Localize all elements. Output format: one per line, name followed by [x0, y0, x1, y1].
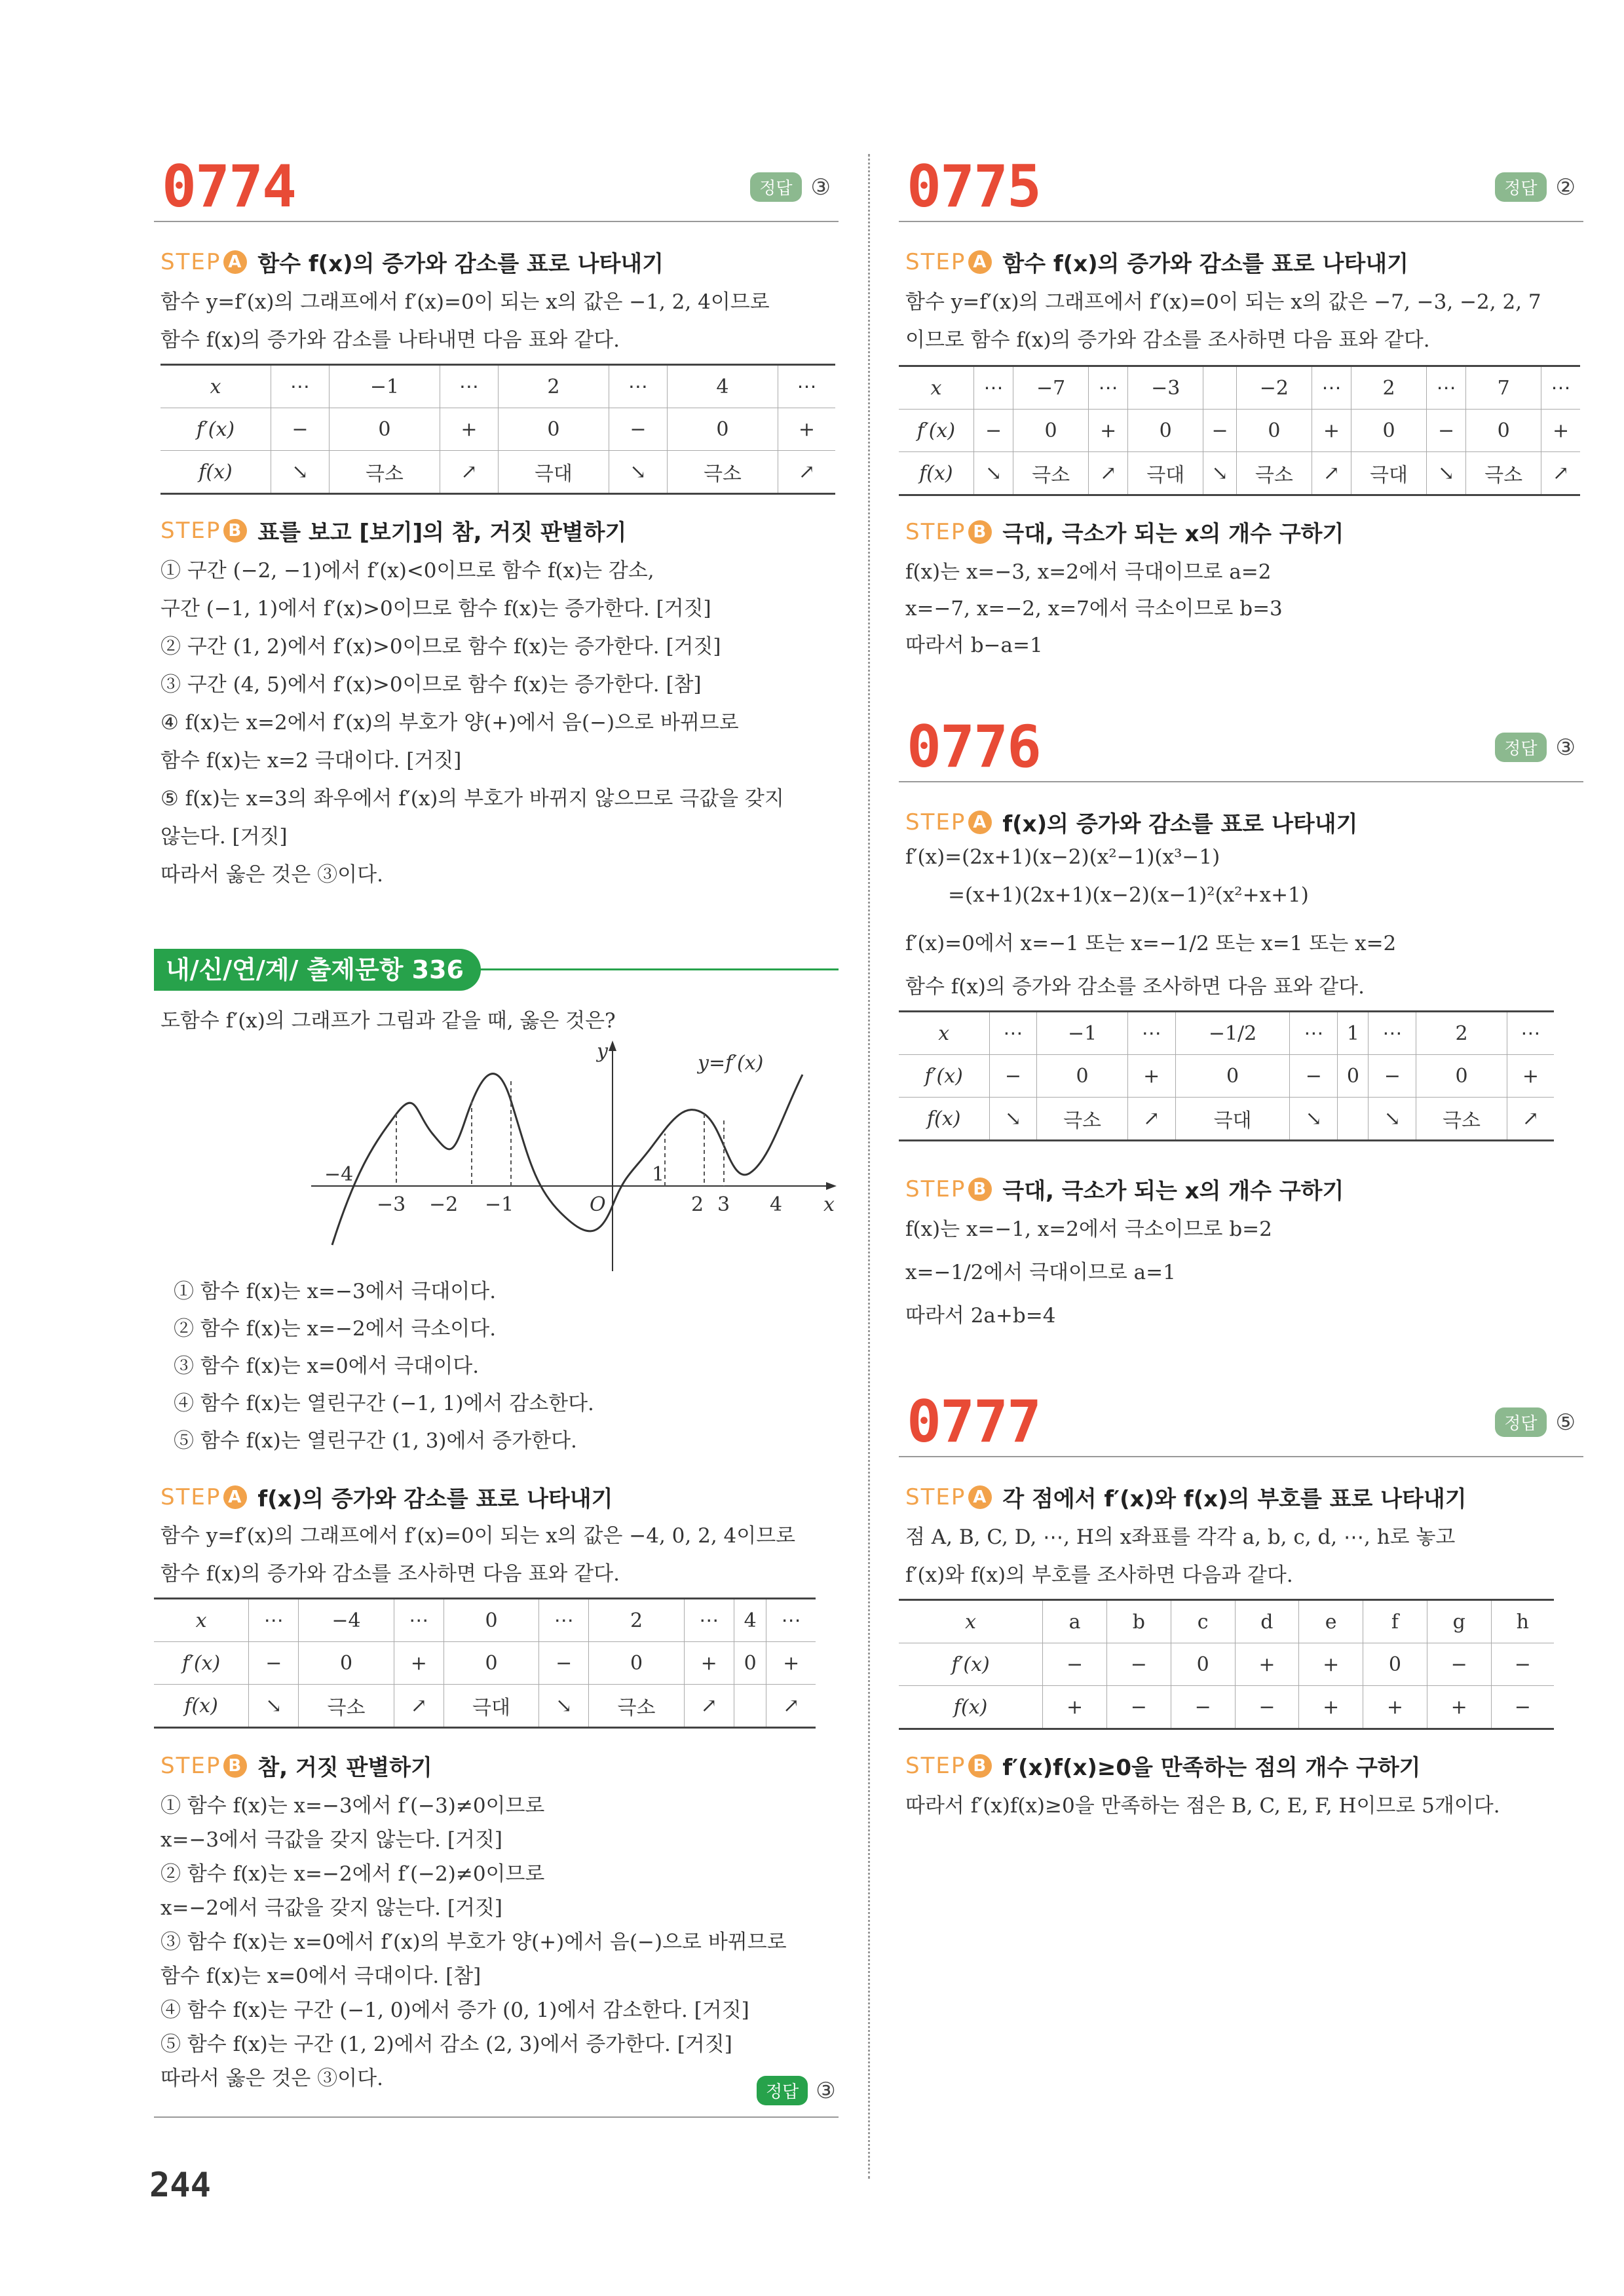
text-line: =(x+1)(2x+1)(x−2)(x−1)²(x²+x+1) [948, 883, 1309, 907]
row-header-cell: x [899, 1012, 989, 1055]
row-header-cell: f′(x) [899, 1643, 1043, 1686]
text-line: ② 함수 f(x)는 x=−2에서 f′(−2)≠0이므로 [161, 1862, 545, 1886]
step-tag: STEP B [905, 1176, 992, 1202]
tick-label: 1 [652, 1163, 665, 1186]
step-tag: STEP B [905, 1753, 992, 1779]
answer-value: ⑤ [1555, 1409, 1576, 1436]
table-cell: + [1363, 1686, 1427, 1729]
text-line: f(x)는 x=−1, x=2에서 극소이므로 b=2 [905, 1217, 1272, 1241]
table-cell: − [1203, 410, 1237, 452]
page-number: 244 [149, 2166, 211, 2205]
origin-label: O [590, 1193, 606, 1216]
table-cell: + [440, 408, 498, 451]
table-cell: 0 [1236, 410, 1312, 452]
table-cell: + [1541, 410, 1580, 452]
table-cell: ↗ [1541, 452, 1580, 495]
table-cell: ↗ [766, 1685, 816, 1728]
header-rule [154, 221, 839, 222]
table-cell: − [973, 410, 1013, 452]
table-cell: ⋯ [271, 365, 329, 408]
tick-label: −1 [485, 1193, 514, 1216]
table-cell: −1/2 [1175, 1012, 1290, 1055]
answer-badge: 정답 [757, 2076, 808, 2105]
table-cell: ↘ [1290, 1098, 1338, 1141]
header-rule [899, 1456, 1583, 1457]
answer [750, 172, 831, 202]
table-cell: 0 [498, 408, 609, 451]
table-cell: ⋯ [1541, 366, 1580, 410]
table-cell: ↘ [271, 451, 329, 494]
table-cell: 0 [589, 1642, 684, 1685]
table-row [899, 1686, 1554, 1729]
row-header-cell: f′(x) [154, 1642, 249, 1685]
step-title: f′(x)f(x)≥0을 만족하는 점의 개수 구하기 [1002, 1755, 1421, 1781]
table-row [899, 1055, 1554, 1098]
table-cell: ⋯ [1426, 366, 1465, 410]
problem-number: 0775 [907, 153, 1040, 220]
answer-badge: 정답 [1495, 733, 1546, 762]
table-cell: − [989, 1055, 1037, 1098]
text-line: 함수 y=f′(x)의 그래프에서 f′(x)=0이 되는 x의 값은 −1, 2, 4이므로 [161, 290, 770, 314]
table-cell: ⋯ [778, 365, 835, 408]
step-tag: STEP A [905, 1484, 992, 1510]
text-line: ① 함수 f(x)는 x=−3에서 극대이다. [174, 1280, 497, 1303]
row-header-cell: f(x) [154, 1685, 249, 1728]
text-line: ④ 함수 f(x)는 열린구간 (−1, 1)에서 감소한다. [174, 1392, 594, 1415]
text-line: 따라서 옳은 것은 ③이다. [161, 863, 383, 887]
table-cell: b [1106, 1600, 1171, 1643]
table-cell: + [684, 1642, 734, 1685]
table-cell: ⋯ [1312, 366, 1351, 410]
table-cell [734, 1685, 766, 1728]
table-cell: − [1369, 1055, 1416, 1098]
table-cell: 극대 [444, 1685, 538, 1728]
table-cell: + [1235, 1643, 1299, 1686]
tick-label: −4 [324, 1163, 354, 1186]
row-header-cell: f(x) [899, 452, 973, 495]
answer-badge: 정답 [1495, 172, 1546, 202]
table-cell: ⋯ [766, 1599, 816, 1642]
table-cell: + [1088, 410, 1127, 452]
text-line: ④ 함수 f(x)는 구간 (−1, 0)에서 증가 (0, 1)에서 감소한다. [거짓] [161, 1999, 749, 2022]
tick-label: 2 [691, 1193, 704, 1216]
step-b-heading [905, 1750, 1421, 1782]
table-row [899, 410, 1580, 452]
sign-table [899, 1599, 1554, 1730]
table-cell: 4 [667, 365, 778, 408]
linked-problem-banner [154, 944, 839, 996]
row-header-cell: f′(x) [161, 408, 271, 451]
table-cell: f [1363, 1600, 1427, 1643]
table-cell: − [1426, 410, 1465, 452]
text-line: 함수 f(x)는 x=0에서 극대이다. [참] [161, 1964, 482, 1988]
table-row [899, 452, 1580, 495]
answer-value: ③ [816, 2077, 836, 2104]
table-cell: 극대 [1175, 1098, 1290, 1141]
table-row [154, 1599, 816, 1642]
table-cell: + [1312, 410, 1351, 452]
table-cell: ⋯ [1290, 1012, 1338, 1055]
text-line: 함수 f(x)의 증가와 감소를 조사하면 다음 표와 같다. [905, 975, 1365, 999]
table-cell: + [1299, 1686, 1363, 1729]
problem-number: 0777 [907, 1388, 1040, 1455]
table-cell: − [249, 1642, 299, 1685]
table-cell: ⋯ [609, 365, 667, 408]
table-cell: 0 [1013, 410, 1089, 452]
table-cell: ↘ [1426, 452, 1465, 495]
table-cell: ⋯ [249, 1599, 299, 1642]
table-cell: 극소 [1037, 1098, 1128, 1141]
table-cell: 0 [1363, 1643, 1427, 1686]
table-cell: 극대 [1351, 452, 1427, 495]
table-cell: 극대 [1128, 452, 1203, 495]
table-cell: 0 [1171, 1643, 1235, 1686]
table-cell: − [1491, 1643, 1554, 1686]
text-line: ① 구간 (−2, −1)에서 f′(x)<0이므로 함수 f(x)는 감소, [161, 559, 654, 583]
table-cell [1338, 1098, 1369, 1141]
text-line: 함수 f(x)는 x=2 극대이다. [거짓] [161, 749, 462, 773]
table-cell: ⋯ [1507, 1012, 1554, 1055]
text-line: f′(x)와 f(x)의 부호를 조사하면 다음과 같다. [905, 1563, 1293, 1587]
tick-label: 3 [717, 1193, 730, 1216]
table-cell [1203, 366, 1237, 410]
derivative-curve [332, 1074, 803, 1245]
table-cell: 0 [299, 1642, 394, 1685]
row-header-cell: x [161, 365, 271, 408]
variation-table [154, 1598, 816, 1729]
step-tag: STEP A [905, 809, 992, 835]
table-cell: −4 [299, 1599, 394, 1642]
table-cell: 2 [589, 1599, 684, 1642]
answer-badge: 정답 [750, 172, 801, 202]
row-header-cell: f(x) [899, 1686, 1043, 1729]
table-cell: ↘ [539, 1685, 589, 1728]
text-line: ⑤ f(x)는 x=3의 좌우에서 f′(x)의 부호가 바뀌지 않으므로 극값을 갖지 [161, 787, 784, 811]
table-cell: 극소 [1416, 1098, 1507, 1141]
table-cell: ↗ [1088, 452, 1127, 495]
table-cell: −3 [1128, 366, 1203, 410]
table-cell: 0 [444, 1642, 538, 1685]
table-cell: + [778, 408, 835, 451]
table-cell: − [1235, 1686, 1299, 1729]
table-cell: g [1427, 1600, 1491, 1643]
table-cell: −2 [1236, 366, 1312, 410]
step-a-heading [905, 246, 1408, 278]
text-line: x=−3에서 극값을 갖지 않는다. [거짓] [161, 1828, 502, 1852]
answer-value: ② [1555, 174, 1576, 201]
table-row [899, 366, 1580, 410]
text-line: 따라서 옳은 것은 ③이다. [161, 2067, 383, 2090]
step-a-heading [161, 246, 664, 278]
table-cell: ↘ [989, 1098, 1037, 1141]
step-title: f(x)의 증가와 감소를 표로 나타내기 [1002, 811, 1358, 837]
text-line: 함수 y=f′(x)의 그래프에서 f′(x)=0이 되는 x의 값은 −7, −3, −2, 2, 7 [905, 290, 1541, 314]
step-a-heading [905, 1481, 1467, 1513]
step-title: 참, 거짓 판별하기 [257, 1755, 432, 1781]
table-cell: − [1043, 1643, 1107, 1686]
table-cell: 0 [1466, 410, 1541, 452]
text-line: f(x)는 x=−3, x=2에서 극대이므로 a=2 [905, 560, 1272, 584]
table-cell: ⋯ [1127, 1012, 1175, 1055]
table-cell: 극소 [667, 451, 778, 494]
table-cell: 2 [498, 365, 609, 408]
table-cell: ↗ [394, 1685, 444, 1728]
table-cell: 0 [1416, 1055, 1507, 1098]
table-cell: c [1171, 1600, 1235, 1643]
table-cell: −7 [1013, 366, 1089, 410]
tick-label: −2 [429, 1193, 459, 1216]
y-axis-arrow [609, 1041, 616, 1051]
table-cell: − [271, 408, 329, 451]
table-cell: −1 [329, 365, 440, 408]
table-row [899, 1012, 1554, 1055]
step-b-heading [905, 1173, 1344, 1205]
text-line: ⑤ 함수 f(x)는 구간 (1, 2)에서 감소 (2, 3)에서 증가한다. [거짓] [161, 2033, 732, 2056]
step-b-heading [905, 516, 1344, 548]
table-cell: 0 [734, 1642, 766, 1685]
text-line: ② 함수 f(x)는 x=−2에서 극소이다. [174, 1317, 497, 1341]
step-tag: STEP B [905, 519, 992, 545]
x-axis-label: x [823, 1193, 835, 1216]
table-cell: 4 [734, 1599, 766, 1642]
text-line: 함수 f(x)의 증가와 감소를 나타내면 다음 표와 같다. [161, 328, 620, 352]
problem-number: 0776 [907, 713, 1040, 780]
variation-table [899, 365, 1580, 496]
table-cell: − [539, 1642, 589, 1685]
variation-table [899, 1010, 1554, 1141]
table-cell: ⋯ [394, 1599, 444, 1642]
text-line: 함수 f(x)의 증가와 감소를 조사하면 다음 표와 같다. [161, 1562, 620, 1586]
banner-rule [455, 968, 839, 970]
table-cell: e [1299, 1600, 1363, 1643]
step-title: 표를 보고 [보기]의 참, 거짓 판별하기 [257, 520, 627, 546]
answer-value: ③ [1555, 734, 1576, 761]
table-row [899, 1600, 1554, 1643]
table-cell: 0 [1037, 1055, 1128, 1098]
step-title: 함수 f(x)의 증가와 감소를 표로 나타내기 [257, 251, 664, 277]
answer [757, 2076, 836, 2105]
step-b-heading [161, 1750, 432, 1782]
table-cell: ↘ [973, 452, 1013, 495]
answer [1495, 172, 1576, 202]
variation-table [161, 364, 835, 495]
table-cell: −1 [1037, 1012, 1128, 1055]
table-cell: ↗ [778, 451, 835, 494]
table-cell: 0 [1338, 1055, 1369, 1098]
table-cell: ⋯ [1369, 1012, 1416, 1055]
table-row [161, 451, 835, 494]
text-line: ② 구간 (1, 2)에서 f′(x)>0이므로 함수 f(x)는 증가한다. [거짓] [161, 635, 721, 659]
row-header-cell: f′(x) [899, 1055, 989, 1098]
table-cell: 1 [1338, 1012, 1369, 1055]
table-cell: + [1299, 1643, 1363, 1686]
step-tag: STEP A [161, 1484, 247, 1510]
table-cell: − [1491, 1686, 1554, 1729]
row-header-cell: f(x) [161, 451, 271, 494]
text-line: f′(x)=0에서 x=−1 또는 x=−1/2 또는 x=1 또는 x=2 [905, 932, 1397, 955]
answer-badge: 정답 [1495, 1407, 1546, 1437]
table-cell: ↗ [440, 451, 498, 494]
table-cell: + [1507, 1055, 1554, 1098]
table-cell: 0 [667, 408, 778, 451]
table-cell: − [1427, 1643, 1491, 1686]
banner-label: 내/신/연/계/ 출제문항 336 [154, 949, 481, 991]
step-b-heading [161, 514, 626, 546]
table-cell: ↗ [1127, 1098, 1175, 1141]
text-line: 따라서 2a+b=4 [905, 1304, 1056, 1328]
table-cell: 극소 [589, 1685, 684, 1728]
table-cell: + [1127, 1055, 1175, 1098]
table-cell: ↘ [1203, 452, 1237, 495]
table-cell: h [1491, 1600, 1554, 1643]
table-cell: − [1106, 1643, 1171, 1686]
table-row [899, 1098, 1554, 1141]
step-title: f(x)의 증가와 감소를 표로 나타내기 [257, 1486, 613, 1512]
text-line: ⑤ 함수 f(x)는 열린구간 (1, 3)에서 증가한다. [174, 1429, 577, 1453]
table-cell: 0 [444, 1599, 538, 1642]
answer [1495, 1407, 1576, 1437]
table-cell: + [1427, 1686, 1491, 1729]
text-line: 이므로 함수 f(x)의 증가와 감소를 조사하면 다음 표와 같다. [905, 328, 1430, 352]
table-cell: ↗ [1507, 1098, 1554, 1141]
text-line: x=−2에서 극값을 갖지 않는다. [거짓] [161, 1896, 502, 1920]
table-cell: 극소 [1466, 452, 1541, 495]
table-cell: 7 [1466, 366, 1541, 410]
table-cell: 0 [1351, 410, 1427, 452]
table-cell: + [394, 1642, 444, 1685]
derivative-graph [285, 1035, 861, 1284]
problem-number: 0774 [162, 153, 295, 220]
footer-rule [154, 2116, 839, 2118]
text-line: 함수 y=f′(x)의 그래프에서 f′(x)=0이 되는 x의 값은 −4, 0, 2, 4이므로 [161, 1524, 796, 1548]
table-row [161, 408, 835, 451]
step-title: 극대, 극소가 되는 x의 개수 구하기 [1002, 1178, 1344, 1204]
row-header-cell: x [899, 366, 973, 410]
text-line: ④ f(x)는 x=2에서 f′(x)의 부호가 양(+)에서 음(−)으로 바뀌므로 [161, 711, 739, 735]
table-row [154, 1642, 816, 1685]
table-cell: ⋯ [539, 1599, 589, 1642]
text-line: ③ 함수 f(x)는 x=0에서 f′(x)의 부호가 양(+)에서 음(−)으로 바뀌므로 [161, 1930, 787, 1954]
table-cell: ↘ [249, 1685, 299, 1728]
text-line: 따라서 f′(x)f(x)≥0을 만족하는 점은 B, C, E, F, H이므로 5개이다. [905, 1794, 1500, 1818]
text-line: ③ 구간 (4, 5)에서 f′(x)>0이므로 함수 f(x)는 증가한다. [참] [161, 673, 702, 697]
step-tag: STEP A [905, 249, 992, 275]
row-header-cell: x [154, 1599, 249, 1642]
table-cell: − [1106, 1686, 1171, 1729]
text-line: ① 함수 f(x)는 x=−3에서 f′(−3)≠0이므로 [161, 1794, 545, 1818]
step-tag: STEP B [161, 518, 247, 544]
table-cell: 극소 [329, 451, 440, 494]
text-line: x=−1/2에서 극대이므로 a=1 [905, 1261, 1176, 1284]
table-cell: ⋯ [1088, 366, 1127, 410]
curve-label: y=f′(x) [698, 1052, 764, 1075]
table-cell: 극소 [1236, 452, 1312, 495]
text-line: 않는다. [거짓] [161, 825, 288, 849]
step-tag: STEP A [161, 249, 247, 275]
table-row [899, 1643, 1554, 1686]
text-line: x=−7, x=−2, x=7에서 극소이므로 b=3 [905, 597, 1283, 621]
table-cell: 2 [1416, 1012, 1507, 1055]
text-line: 따라서 b−a=1 [905, 634, 1043, 657]
header-rule [899, 221, 1583, 222]
table-cell: ↘ [609, 451, 667, 494]
step-title: 함수 f(x)의 증가와 감소를 표로 나타내기 [1002, 251, 1408, 277]
table-cell: ↗ [684, 1685, 734, 1728]
table-cell: − [1171, 1686, 1235, 1729]
table-row [154, 1685, 816, 1728]
text-line: ③ 함수 f(x)는 x=0에서 극대이다. [174, 1354, 480, 1378]
y-axis-label: y [597, 1040, 608, 1063]
table-cell: d [1235, 1600, 1299, 1643]
table-cell: ⋯ [989, 1012, 1037, 1055]
step-title: 극대, 극소가 되는 x의 개수 구하기 [1002, 521, 1344, 547]
row-header-cell: f(x) [899, 1098, 989, 1141]
x-axis-arrow [826, 1182, 837, 1190]
table-cell: − [609, 408, 667, 451]
table-cell: 극대 [498, 451, 609, 494]
step-a-heading [161, 1481, 613, 1513]
table-row [161, 365, 835, 408]
table-cell: 극소 [299, 1685, 394, 1728]
table-cell: 극소 [1013, 452, 1089, 495]
tick-label: 4 [770, 1193, 783, 1216]
text-line: f′(x)=(2x+1)(x−2)(x²−1)(x³−1) [905, 845, 1220, 869]
table-cell: + [1043, 1686, 1107, 1729]
question-text: 도함수 f′(x)의 그래프가 그림과 같을 때, 옳은 것은? [161, 1009, 616, 1033]
table-cell: ⋯ [684, 1599, 734, 1642]
answer [1495, 733, 1576, 762]
step-tag: STEP B [161, 1753, 247, 1779]
table-cell: 2 [1351, 366, 1427, 410]
table-cell: 0 [1128, 410, 1203, 452]
table-cell: 0 [329, 408, 440, 451]
table-cell: a [1043, 1600, 1107, 1643]
answer-value: ③ [810, 174, 831, 201]
table-cell: ↘ [1369, 1098, 1416, 1141]
row-header-cell: f′(x) [899, 410, 973, 452]
header-rule [899, 781, 1583, 782]
table-cell: ↗ [1312, 452, 1351, 495]
table-cell: − [1290, 1055, 1338, 1098]
tick-label: −3 [377, 1193, 406, 1216]
table-cell: 0 [1175, 1055, 1290, 1098]
column-divider [868, 154, 870, 2179]
row-header-cell: x [899, 1600, 1043, 1643]
table-cell: + [766, 1642, 816, 1685]
text-line: 점 A, B, C, D, ⋯, H의 x좌표를 각각 a, b, c, d, ⋯, h로 놓고 [905, 1525, 1456, 1549]
table-cell: ⋯ [973, 366, 1013, 410]
text-line: 구간 (−1, 1)에서 f′(x)>0이므로 함수 f(x)는 증가한다. [거짓] [161, 597, 711, 621]
step-title: 각 점에서 f′(x)와 f(x)의 부호를 표로 나타내기 [1002, 1486, 1467, 1512]
table-cell: ⋯ [440, 365, 498, 408]
step-a-heading [905, 806, 1357, 838]
